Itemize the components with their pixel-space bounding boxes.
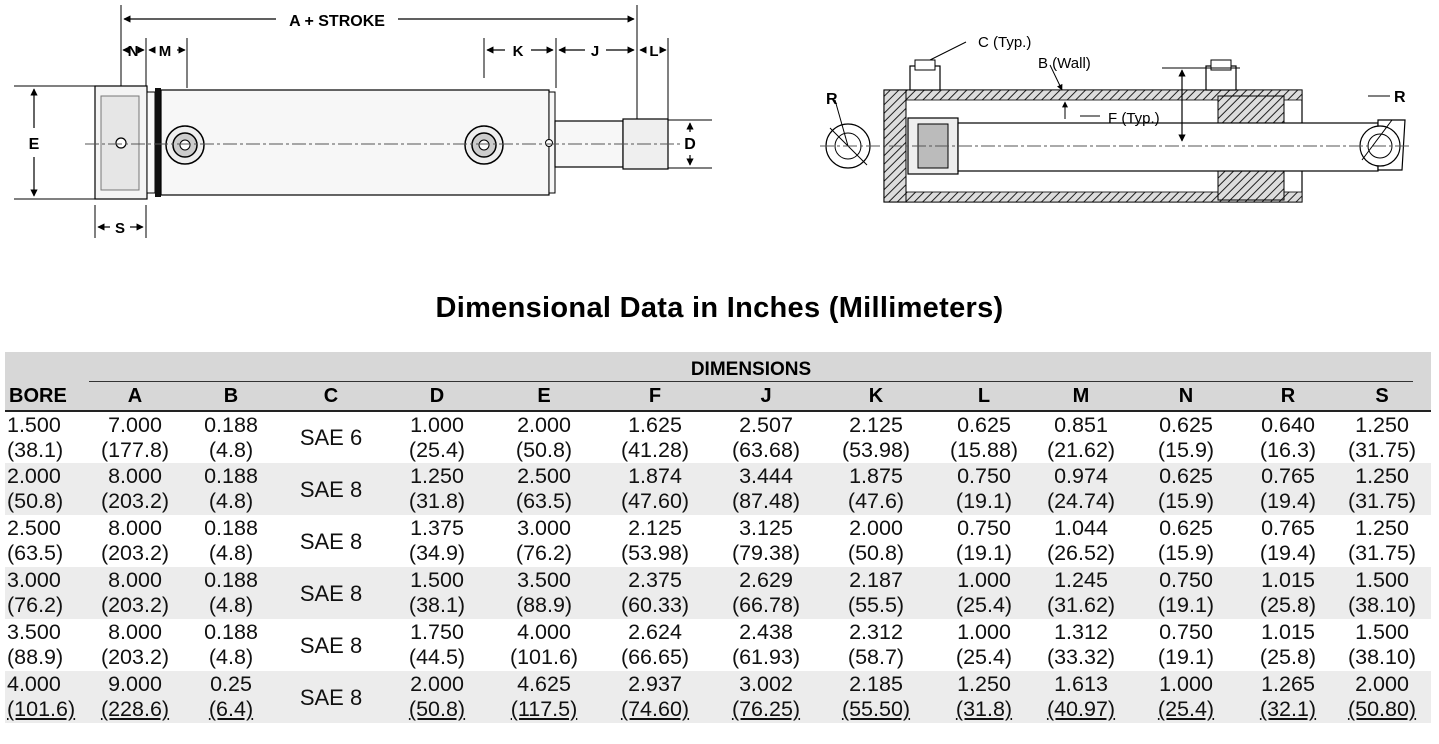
bore-mm: (101.6) xyxy=(7,697,76,721)
table-cell xyxy=(1033,515,1129,567)
col-header-a: A xyxy=(89,382,181,411)
value-mm: (50.8) xyxy=(515,437,573,462)
bore-cell xyxy=(5,671,89,723)
value-inches: 1.500 xyxy=(410,568,464,592)
table-cell xyxy=(281,463,381,515)
value-inches: 1.750 xyxy=(410,620,464,644)
value-mm: (4.8) xyxy=(208,541,254,565)
value-mm: (25.8) xyxy=(1259,593,1317,617)
value-inches: 3.444 xyxy=(739,464,793,488)
value-inches: 2.000 xyxy=(517,412,571,437)
table-cell xyxy=(89,567,181,619)
table-cell xyxy=(1243,411,1333,463)
value-mm: (88.9) xyxy=(515,593,573,617)
value-inches: 1.000 xyxy=(410,412,464,437)
value-inches: 0.625 xyxy=(957,412,1011,437)
bore-inches: 3.500 xyxy=(7,620,61,644)
value-inches: 1.500 xyxy=(1355,568,1409,592)
value-inches: 2.438 xyxy=(739,620,793,644)
table-cell xyxy=(1129,515,1243,567)
value-inches: 0.188 xyxy=(204,412,258,437)
table-cell xyxy=(381,463,493,515)
d-label: D xyxy=(684,136,696,153)
value-mm: (24.74) xyxy=(1046,489,1116,513)
value-inches: 1.613 xyxy=(1054,672,1108,696)
table-cell xyxy=(181,619,281,671)
value-inches: 0.625 xyxy=(1159,516,1213,540)
value-inches: 2.375 xyxy=(628,568,682,592)
bore-cell xyxy=(5,463,89,515)
value-mm: (4.8) xyxy=(208,645,254,669)
value-inches: 1.250 xyxy=(410,464,464,488)
value-mm: (31.75) xyxy=(1347,541,1417,565)
table-cell xyxy=(89,411,181,463)
value-inches: 1.312 xyxy=(1054,620,1108,644)
table-cell xyxy=(493,619,595,671)
table-cell xyxy=(493,567,595,619)
value-inches: 0.750 xyxy=(1159,568,1213,592)
l-label: L xyxy=(649,43,659,60)
value-mm: (74.60) xyxy=(620,697,690,721)
value-inches: 1.500 xyxy=(1355,620,1409,644)
col-header-c: C xyxy=(281,382,381,411)
table-cell xyxy=(281,671,381,723)
table-cell xyxy=(715,411,817,463)
value-inches: 4.625 xyxy=(517,672,571,696)
table-cell xyxy=(595,463,715,515)
table-cell xyxy=(817,567,935,619)
j-label: J xyxy=(590,43,600,60)
table-cell xyxy=(1129,671,1243,723)
value-inches: 2.507 xyxy=(739,412,793,437)
table-cell xyxy=(595,619,715,671)
value-inches: 2.312 xyxy=(849,620,903,644)
table-cell xyxy=(817,671,935,723)
value-inches: 2.125 xyxy=(628,516,682,540)
value-mm: (15.9) xyxy=(1157,541,1215,565)
table-cell xyxy=(1333,515,1431,567)
table-cell xyxy=(381,619,493,671)
table-cell xyxy=(595,411,715,463)
bore-cell xyxy=(5,567,89,619)
table-cell xyxy=(281,515,381,567)
value-inches: 0.188 xyxy=(204,568,258,592)
table-cell xyxy=(1243,619,1333,671)
value-inches: SAE 6 xyxy=(299,425,363,450)
table-cell xyxy=(381,671,493,723)
table-cell xyxy=(281,411,381,463)
table-row xyxy=(5,411,1431,463)
table-cell xyxy=(493,671,595,723)
b-wall-label: B (Wall) xyxy=(1038,55,1091,72)
col-header-f: F xyxy=(595,382,715,411)
bore-header: BORE xyxy=(5,382,89,411)
value-inches: 2.125 xyxy=(849,412,903,437)
value-mm: (25.8) xyxy=(1259,645,1317,669)
value-inches: 0.625 xyxy=(1159,464,1213,488)
value-inches: 3.002 xyxy=(739,672,793,696)
table-cell xyxy=(381,411,493,463)
value-inches: 3.125 xyxy=(739,516,793,540)
value-inches: 2.185 xyxy=(849,672,903,696)
table-cell xyxy=(595,515,715,567)
table-cell xyxy=(493,411,595,463)
table-cell xyxy=(715,463,817,515)
bore-mm: (88.9) xyxy=(7,645,64,669)
dimensions-table xyxy=(5,352,1431,723)
col-header-k: K xyxy=(817,382,935,411)
value-inches: 1.250 xyxy=(1355,516,1409,540)
value-mm: (15.88) xyxy=(949,437,1019,462)
value-inches: 0.974 xyxy=(1054,464,1108,488)
table-cell xyxy=(935,567,1033,619)
bore-inches: 2.000 xyxy=(7,464,61,488)
f-typ-label: F (Typ.) xyxy=(1108,110,1160,127)
value-inches: 1.000 xyxy=(957,568,1011,592)
value-mm: (60.33) xyxy=(620,593,690,617)
bore-mm: (76.2) xyxy=(7,593,64,617)
col-header-m: M xyxy=(1033,382,1129,411)
value-inches: 1.875 xyxy=(849,464,903,488)
value-inches: 0.625 xyxy=(1159,412,1213,437)
value-inches: SAE 8 xyxy=(299,684,363,710)
value-mm: (177.8) xyxy=(100,437,170,462)
r-left-label: R xyxy=(826,91,838,108)
value-inches: 0.188 xyxy=(204,620,258,644)
table-cell xyxy=(817,619,935,671)
table-cell xyxy=(1333,619,1431,671)
value-mm: (66.65) xyxy=(620,645,690,669)
value-mm: (41.28) xyxy=(620,437,690,462)
value-inches: 8.000 xyxy=(108,464,162,488)
table-cell xyxy=(281,619,381,671)
value-mm: (31.62) xyxy=(1046,593,1116,617)
table-cell xyxy=(1033,567,1129,619)
value-inches: 1.375 xyxy=(410,516,464,540)
value-inches: 2.000 xyxy=(849,516,903,540)
col-header-j: J xyxy=(715,382,817,411)
value-inches: 2.000 xyxy=(410,672,464,696)
value-inches: 1.245 xyxy=(1054,568,1108,592)
bore-cell xyxy=(5,411,89,463)
value-mm: (203.2) xyxy=(100,593,170,617)
bore-inches: 4.000 xyxy=(7,672,61,696)
value-mm: (203.2) xyxy=(100,541,170,565)
table-row xyxy=(5,671,1431,723)
value-inches: 2.937 xyxy=(628,672,682,696)
col-header-d: D xyxy=(381,382,493,411)
table-row xyxy=(5,567,1431,619)
value-inches: 0.640 xyxy=(1261,412,1315,437)
col-header-s: S xyxy=(1333,382,1431,411)
bore-mm: (63.5) xyxy=(7,541,64,565)
table-cell xyxy=(181,567,281,619)
value-mm: (4.8) xyxy=(208,593,254,617)
value-mm: (76.2) xyxy=(515,541,573,565)
value-mm: (47.6) xyxy=(847,489,905,513)
table-cell xyxy=(89,671,181,723)
value-inches: 2.624 xyxy=(628,620,682,644)
value-inches: 2.000 xyxy=(1355,672,1409,696)
table-cell xyxy=(715,619,817,671)
value-mm: (21.62) xyxy=(1046,437,1116,462)
table-cell xyxy=(89,619,181,671)
page-title: Dimensional Data in Inches (Millimeters) xyxy=(435,292,1004,324)
cylinder-cross-section-diagram xyxy=(790,20,1430,220)
value-mm: (76.25) xyxy=(731,697,801,721)
value-mm: (25.4) xyxy=(955,645,1013,669)
table-cell xyxy=(715,515,817,567)
value-mm: (61.93) xyxy=(731,645,801,669)
value-mm: (19.1) xyxy=(1157,593,1215,617)
group-header-spacer xyxy=(5,352,89,382)
value-mm: (31.75) xyxy=(1347,489,1417,513)
table-cell xyxy=(1243,671,1333,723)
value-mm: (117.5) xyxy=(510,697,578,721)
value-mm: (101.6) xyxy=(509,645,579,669)
table-cell xyxy=(1333,411,1431,463)
value-inches: SAE 8 xyxy=(299,476,363,502)
value-inches: 1.000 xyxy=(1159,672,1213,696)
table-cell xyxy=(181,463,281,515)
table-cell xyxy=(1333,463,1431,515)
col-header-n: N xyxy=(1129,382,1243,411)
table-cell xyxy=(381,567,493,619)
table-cell xyxy=(817,463,935,515)
value-inches: 4.000 xyxy=(517,620,571,644)
table-cell xyxy=(1129,411,1243,463)
value-mm: (31.75) xyxy=(1347,437,1417,462)
value-inches: SAE 8 xyxy=(299,632,363,658)
value-mm: (34.9) xyxy=(408,541,466,565)
table-cell xyxy=(1333,671,1431,723)
value-inches: 0.851 xyxy=(1054,412,1108,437)
value-mm: (19.1) xyxy=(955,489,1013,513)
bore-inches: 2.500 xyxy=(7,516,61,540)
table-cell xyxy=(935,619,1033,671)
value-inches: 2.187 xyxy=(849,568,903,592)
value-mm: (228.6) xyxy=(100,697,170,721)
value-inches: 3.000 xyxy=(517,516,571,540)
value-mm: (15.9) xyxy=(1157,437,1215,462)
value-inches: 1.874 xyxy=(628,464,682,488)
value-mm: (53.98) xyxy=(841,437,911,462)
value-mm: (4.8) xyxy=(208,489,254,513)
table-cell xyxy=(935,411,1033,463)
value-mm: (19.4) xyxy=(1259,541,1317,565)
table-cell xyxy=(381,515,493,567)
value-inches: 1.015 xyxy=(1261,568,1315,592)
value-mm: (55.50) xyxy=(841,697,911,721)
value-mm: (203.2) xyxy=(100,645,170,669)
value-mm: (63.5) xyxy=(515,489,573,513)
k-label: K xyxy=(512,43,524,60)
table-cell xyxy=(1243,515,1333,567)
value-inches: 1.250 xyxy=(1355,412,1409,437)
table-cell xyxy=(181,671,281,723)
bore-mm: (50.8) xyxy=(7,489,64,513)
bore-mm: (38.1) xyxy=(7,437,64,462)
value-mm: (50.80) xyxy=(1347,697,1417,721)
value-inches: 0.765 xyxy=(1261,516,1315,540)
dimensions-group-header xyxy=(89,352,1431,382)
value-inches: 0.750 xyxy=(1159,620,1213,644)
value-inches: 1.625 xyxy=(628,412,682,437)
value-mm: (25.4) xyxy=(1157,697,1215,721)
value-inches: 1.265 xyxy=(1261,672,1315,696)
table-cell xyxy=(817,515,935,567)
value-inches: 7.000 xyxy=(108,412,162,437)
value-mm: (19.4) xyxy=(1259,489,1317,513)
table-cell xyxy=(935,463,1033,515)
value-mm: (4.8) xyxy=(208,437,254,462)
table-cell xyxy=(1129,567,1243,619)
col-header-b: B xyxy=(181,382,281,411)
col-header-e: E xyxy=(493,382,595,411)
value-inches: 0.188 xyxy=(204,516,258,540)
value-mm: (16.3) xyxy=(1259,437,1317,462)
bore-cell xyxy=(5,619,89,671)
value-mm: (40.97) xyxy=(1046,697,1116,721)
table-row xyxy=(5,619,1431,671)
value-inches: 1.000 xyxy=(957,620,1011,644)
value-inches: 0.765 xyxy=(1261,464,1315,488)
value-mm: (19.1) xyxy=(1157,645,1215,669)
value-mm: (25.4) xyxy=(955,593,1013,617)
value-inches: 1.250 xyxy=(1355,464,1409,488)
value-mm: (50.8) xyxy=(847,541,905,565)
s-label: S xyxy=(114,220,126,237)
dimensions-group-label: DIMENSIONS xyxy=(89,359,1413,382)
value-inches: 8.000 xyxy=(108,516,162,540)
m-label: M xyxy=(158,43,172,60)
bore-inches: 1.500 xyxy=(7,412,61,437)
table-cell xyxy=(1033,619,1129,671)
bore-cell xyxy=(5,515,89,567)
table-cell xyxy=(595,671,715,723)
table-cell xyxy=(1033,671,1129,723)
value-inches: 0.25 xyxy=(210,672,252,696)
value-mm: (19.1) xyxy=(955,541,1013,565)
value-mm: (47.60) xyxy=(620,489,690,513)
table-row xyxy=(5,463,1431,515)
value-inches: SAE 8 xyxy=(299,528,363,554)
group-header-row xyxy=(5,352,1431,382)
value-mm: (79.38) xyxy=(731,541,801,565)
value-inches: 1.044 xyxy=(1054,516,1108,540)
value-inches: 0.188 xyxy=(204,464,258,488)
table-cell xyxy=(1333,567,1431,619)
table-cell xyxy=(181,515,281,567)
value-inches: 2.500 xyxy=(517,464,571,488)
value-mm: (66.78) xyxy=(731,593,801,617)
value-mm: (26.52) xyxy=(1046,541,1116,565)
value-inches: 8.000 xyxy=(108,568,162,592)
value-mm: (38.10) xyxy=(1347,593,1417,617)
table-cell xyxy=(1243,567,1333,619)
value-mm: (44.5) xyxy=(408,645,466,669)
value-inches: 3.500 xyxy=(517,568,571,592)
n-label: N xyxy=(127,43,139,60)
value-inches: SAE 8 xyxy=(299,580,363,606)
value-mm: (33.32) xyxy=(1046,645,1116,669)
table-cell xyxy=(1033,411,1129,463)
table-cell xyxy=(935,671,1033,723)
dimensions-table-body xyxy=(5,411,1431,723)
table-cell xyxy=(89,515,181,567)
value-mm: (63.68) xyxy=(731,437,801,462)
column-header-row xyxy=(5,382,1431,411)
table-cell xyxy=(935,515,1033,567)
table-cell xyxy=(89,463,181,515)
table-cell xyxy=(715,671,817,723)
table-row xyxy=(5,515,1431,567)
c-typ-label: C (Typ.) xyxy=(978,34,1032,51)
value-inches: 2.629 xyxy=(739,568,793,592)
a-stroke-label: A + STROKE xyxy=(289,13,385,30)
value-mm: (38.10) xyxy=(1347,645,1417,669)
value-inches: 0.750 xyxy=(957,464,1011,488)
value-mm: (58.7) xyxy=(847,645,905,669)
value-mm: (55.5) xyxy=(847,593,905,617)
value-mm: (31.8) xyxy=(408,489,466,513)
e-label: E xyxy=(28,136,40,153)
cylinder-side-view-diagram xyxy=(0,0,720,250)
value-mm: (53.98) xyxy=(620,541,690,565)
table-cell xyxy=(493,463,595,515)
table-cell xyxy=(181,411,281,463)
value-mm: (31.8) xyxy=(955,697,1013,721)
table-cell xyxy=(817,411,935,463)
value-mm: (6.4) xyxy=(208,697,254,721)
value-mm: (50.8) xyxy=(408,697,466,721)
col-header-l: L xyxy=(935,382,1033,411)
value-mm: (25.4) xyxy=(408,437,466,462)
table-cell xyxy=(1129,619,1243,671)
table-cell xyxy=(595,567,715,619)
table-cell xyxy=(715,567,817,619)
value-inches: 1.015 xyxy=(1261,620,1315,644)
value-mm: (32.1) xyxy=(1259,697,1317,721)
table-cell xyxy=(1243,463,1333,515)
value-mm: (87.48) xyxy=(731,489,801,513)
value-inches: 8.000 xyxy=(108,620,162,644)
table-cell xyxy=(1033,463,1129,515)
table-cell xyxy=(1129,463,1243,515)
value-inches: 1.250 xyxy=(957,672,1011,696)
r-right-label: R xyxy=(1394,89,1406,106)
table-cell xyxy=(281,567,381,619)
bore-inches: 3.000 xyxy=(7,568,61,592)
col-header-r: R xyxy=(1243,382,1333,411)
value-inches: 0.750 xyxy=(957,516,1011,540)
value-mm: (38.1) xyxy=(408,593,466,617)
table-cell xyxy=(493,515,595,567)
value-mm: (15.9) xyxy=(1157,489,1215,513)
value-mm: (203.2) xyxy=(100,489,170,513)
value-inches: 9.000 xyxy=(108,672,162,696)
